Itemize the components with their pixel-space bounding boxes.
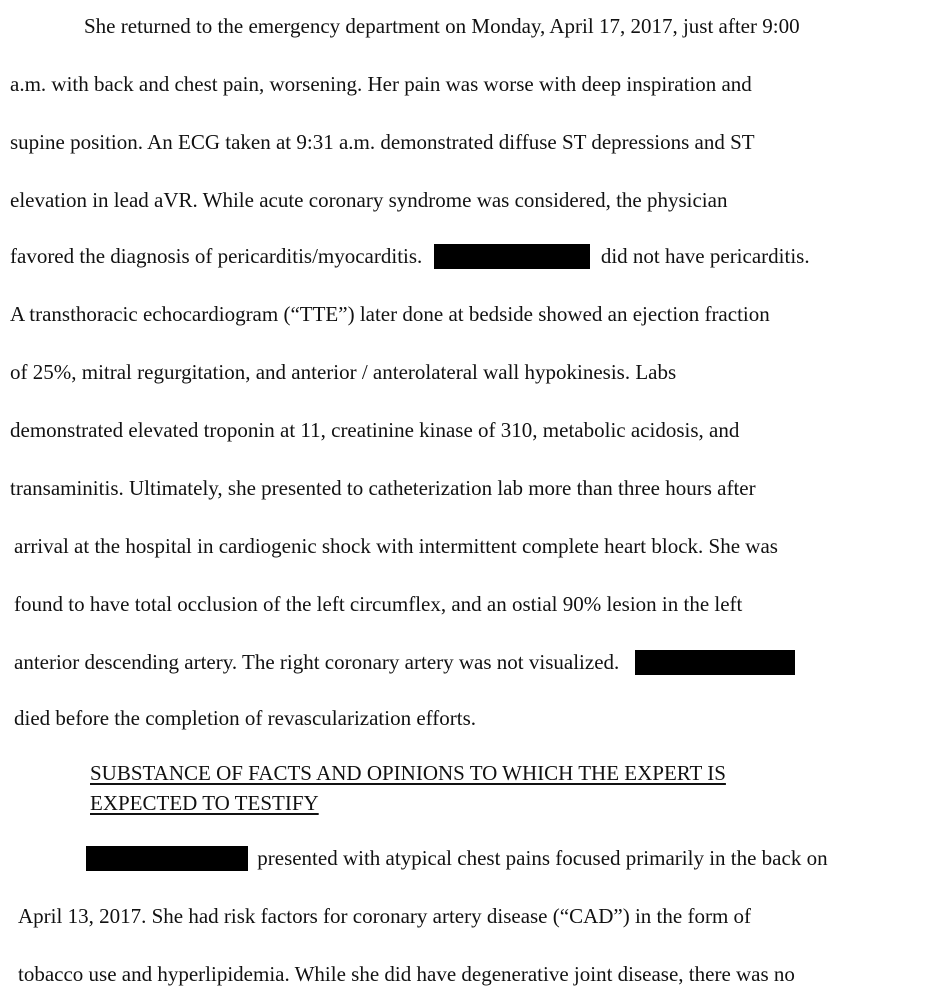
line-6: A transthoracic echocardiogram (“TTE”) later done at bedside showed an ejection fraction <box>10 302 770 326</box>
text-line <box>86 846 936 871</box>
line-10: arrival at the hospital in cardiogenic shock with intermittent complete heart block. She was <box>14 534 778 558</box>
redaction-block <box>434 244 590 269</box>
text-line <box>14 592 924 616</box>
line-13: died before the completion of revascularization efforts. <box>14 706 477 730</box>
text-line <box>14 650 930 675</box>
line-15: April 13, 2017. She had risk factors for coronary artery disease (“CAD”) in the form of <box>18 904 752 928</box>
line-8: demonstrated elevated troponin at 11, creatinine kinase of 310, metabolic acidosis, and <box>10 418 740 442</box>
text-line <box>10 244 916 269</box>
text-line <box>10 418 920 442</box>
redaction-block <box>635 650 795 675</box>
redaction-block <box>86 846 248 871</box>
section-heading-line-2: EXPECTED TO TESTIFY <box>90 791 319 815</box>
text-line <box>10 130 916 154</box>
text-line <box>10 188 916 212</box>
line-5a: favored the diagnosis of pericarditis/myocarditis. <box>10 244 423 268</box>
section-heading-line-1: SUBSTANCE OF FACTS AND OPINIONS TO WHICH THE EXPERT IS <box>90 761 726 785</box>
line-2: a.m. with back and chest pain, worsening. Her pain was worse with deep inspiration and <box>10 72 752 96</box>
line-11: found to have total occlusion of the left circumflex, and an ostial 90% lesion in the left <box>14 592 743 616</box>
line-5b: did not have pericarditis. <box>600 244 810 268</box>
line-3: supine position. An ECG taken at 9:31 a.m. demonstrated diffuse ST depressions and ST <box>10 130 755 154</box>
line-12: anterior descending artery. The right coronary artery was not visualized. <box>14 650 620 674</box>
text-line <box>10 360 920 384</box>
text-line <box>14 534 924 558</box>
text-line <box>18 962 934 986</box>
text-line <box>10 72 916 96</box>
text-line <box>84 14 916 38</box>
line-7: of 25%, mitral regurgitation, and anterior / anterolateral wall hypokinesis. Labs <box>10 360 677 384</box>
text-line <box>10 476 920 500</box>
line-4: elevation in lead aVR. While acute coronary syndrome was considered, the physician <box>10 188 728 212</box>
line-1: She returned to the emergency department on Monday, April 17, 2017, just after 9:00 <box>84 14 800 38</box>
text-line <box>10 302 920 326</box>
text-line <box>18 904 934 928</box>
line-14: presented with atypical chest pains focused primarily in the back on <box>257 846 828 870</box>
text-line <box>14 706 924 730</box>
line-16: tobacco use and hyperlipidemia. While she did have degenerative joint disease, there was no <box>18 962 795 986</box>
line-9: transaminitis. Ultimately, she presented to catheterization lab more than three hours after <box>10 476 756 500</box>
